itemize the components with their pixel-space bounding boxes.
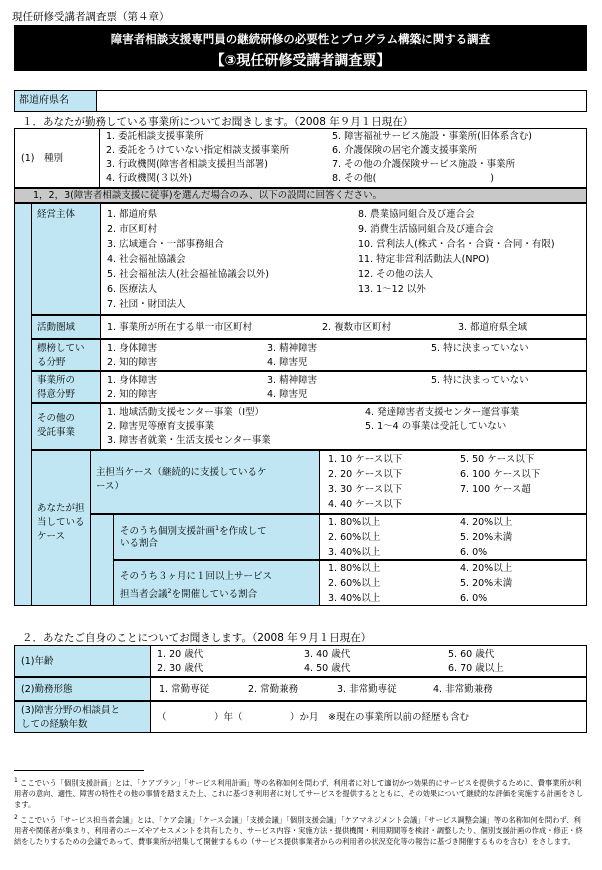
target-label: 標榜してい (37, 343, 85, 354)
option-checkbox[interactable]: 3. 非常勤専従 (337, 684, 397, 695)
area-label-cell (31, 315, 101, 339)
option-checkbox[interactable]: 3. 都道府県全域 (458, 322, 528, 333)
strength-label: 得意分野 (37, 389, 76, 400)
option-checkbox[interactable]: 2. 委託をうけていない指定相談支援事業所 (106, 145, 290, 156)
option-checkbox[interactable]: 3. 40%以上 (328, 593, 381, 604)
option-checkbox[interactable]: 5. 1～4 の事業は受託していない (365, 421, 507, 432)
type-label-cell (14, 128, 100, 188)
meeting-question: そのうち３ヶ月に１回以上サービス (120, 571, 273, 582)
option-checkbox[interactable]: 4. 社会福祉協議会 (107, 254, 186, 265)
option-checkbox[interactable]: 8. 農業協同組合及び連合会 (358, 209, 475, 220)
option-checkbox[interactable]: 4. 20%以上 (460, 563, 513, 574)
prefecture-row (14, 90, 587, 112)
age-label-cell (14, 645, 151, 677)
experience-label-cell (14, 701, 151, 733)
option-checkbox[interactable]: 1. 地域活動支援センター事業（Ⅰ型） (107, 407, 265, 418)
option-checkbox[interactable]: 2. 知的障害 (107, 357, 158, 368)
experience-input-cell[interactable] (150, 701, 587, 733)
option-checkbox[interactable]: 1. 都道府県 (107, 209, 158, 220)
option-checkbox[interactable]: 3. 40%以上 (328, 547, 381, 558)
prefecture-input[interactable] (99, 91, 585, 111)
plan-question: そのうち個別支援計画$^1$を作成して (120, 524, 267, 538)
option-checkbox[interactable]: 7. その他の介護保険サービス施設・事業所 (332, 159, 516, 170)
footnote-1: $^1$ ここでいう「個別支援計画」とは、「ケアプラン」「サービス利用計画」等の名称如何を問わず、利用者に対して適切かつ効果的にサービスを提供するために、費事業所が利用者の意向、適性、障害の特性その他の事情を踏まえた上、これに基づき利用者に対してサービスを提供するとともに、その効果について継続的な評価を実施する計画をさします。 (14, 777, 584, 810)
option-checkbox[interactable]: 6. 100 ケース以下 (460, 469, 541, 480)
option-checkbox[interactable]: 1. 事業所が所在する単一市区町村 (107, 322, 253, 333)
main-case-question-cell (90, 450, 320, 514)
option-checkbox[interactable]: 5. 20%未満 (460, 578, 513, 589)
option-checkbox[interactable]: 2. 常勤兼務 (248, 684, 299, 695)
meeting-question-cell (113, 560, 320, 606)
survey-title: 障害者相談支援専門員の継続研修の必要性とプログラム構築に関する調査 (110, 32, 491, 46)
plan-question-cell (113, 514, 320, 560)
meeting-question: 担当者会議$^2$を開催している割合 (120, 587, 258, 601)
cases-indent-stripe (90, 514, 114, 606)
other-label: 受託事業 (37, 427, 76, 438)
option-checkbox[interactable]: 6. 介護保険の居宅介護支援事業所 (332, 145, 478, 156)
target-options-cell (100, 339, 587, 371)
cases-label: 当している (37, 517, 85, 528)
cases-label-cell (31, 450, 91, 606)
cases-label: あなたが担 (37, 503, 85, 514)
option-checkbox[interactable]: 5. 50 ケース以下 (460, 454, 535, 465)
option-checkbox[interactable]: 5. 60 歳代 (448, 649, 495, 660)
other-options-cell (100, 403, 587, 450)
option-checkbox[interactable]: 4. 50 歳代 (304, 663, 351, 674)
option-checkbox[interactable]: 1. 委託相談支援事業所 (106, 131, 204, 142)
strength-label: 事業所の (37, 375, 76, 386)
option-checkbox[interactable]: 11. 特定非営利活動法人(NPO) (358, 254, 490, 265)
option-checkbox[interactable]: 4. 非常勤兼務 (433, 684, 493, 695)
footnote-rule (14, 770, 144, 771)
option-checkbox[interactable]: 1. 身体障害 (107, 375, 158, 386)
employment-label-cell (14, 677, 151, 701)
option-checkbox[interactable]: 3. 広域連合・一部事務組合 (107, 239, 224, 250)
option-checkbox[interactable]: 2. 20 ケース以下 (328, 469, 403, 480)
management-options-cell (100, 203, 587, 315)
option-checkbox[interactable]: 8. その他( ) (332, 173, 494, 184)
option-checkbox[interactable]: 1. 常勤専従 (159, 684, 210, 695)
option-checkbox[interactable]: 10. 営利法人(株式・合名・合資・合同・有限) (358, 239, 555, 250)
option-checkbox[interactable]: 4. 障害児 (267, 357, 308, 368)
option-checkbox[interactable]: 6. 医療法人 (107, 284, 158, 295)
option-checkbox[interactable]: 6. 0% (460, 593, 488, 604)
title-banner (14, 25, 587, 71)
option-checkbox[interactable]: 1. 10 ケース以下 (328, 454, 403, 465)
management-label-cell (31, 203, 101, 315)
option-checkbox[interactable]: 2. 知的障害 (107, 389, 158, 400)
age-options-cell (150, 645, 587, 677)
option-checkbox[interactable]: 13. 1～12 以外 (358, 284, 426, 295)
option-checkbox[interactable]: 3. 障害者就業・生活支援センター事業 (107, 435, 271, 446)
experience-label: しての経験年数 (21, 719, 88, 730)
option-checkbox[interactable]: 1. 20 歳代 (157, 649, 204, 660)
target-label-cell (31, 339, 101, 371)
option-checkbox[interactable]: 2. 60%以上 (328, 532, 381, 543)
instruction-text: 1，2，3(障害者相談支援に従事)を選んだ場合のみ、以下の設問に回答ください。 (33, 190, 383, 201)
strength-label-cell (31, 371, 101, 403)
option-checkbox[interactable]: 3. 30 ケース以下 (328, 484, 403, 495)
form-header-label: 現任研修受講者調査票（第４章） (12, 11, 170, 23)
experience-label: (3)障害分野の相談員と (21, 705, 120, 716)
meeting-options-cell (319, 560, 587, 606)
type-label: (1) 種別 (21, 153, 63, 164)
option-checkbox[interactable]: 6. 70 歳以上 (448, 663, 504, 674)
option-checkbox[interactable]: 3. 精神障害 (267, 343, 318, 354)
option-checkbox[interactable]: 1. 80%以上 (328, 517, 381, 528)
option-checkbox[interactable]: 12. その他の法人 (358, 269, 434, 280)
section1-heading: １．あなたが勤務している事業所についてお聞きします。（2008 年９月１日現在） (22, 116, 414, 128)
option-checkbox[interactable]: 4. 40 ケース以下 (328, 499, 403, 510)
option-checkbox[interactable]: 4. 障害児 (267, 389, 308, 400)
other-label-cell (31, 403, 101, 450)
main-case-question: ース） (96, 481, 125, 492)
management-label: 経営主体 (37, 209, 76, 220)
option-checkbox[interactable]: 2. 30 歳代 (157, 663, 204, 674)
option-checkbox[interactable]: 5. 20%未満 (460, 532, 513, 543)
section2-heading: ２．あなたご自身のことについてお聞きします。（2008 年９月１日現在） (22, 632, 372, 644)
option-checkbox[interactable]: 4. 20%以上 (460, 517, 513, 528)
survey-subtitle: 【③現任研修受講者調査票】 (210, 53, 391, 69)
employment-options-cell (150, 677, 587, 701)
option-checkbox[interactable]: 5. 特に決まっていない (431, 343, 529, 354)
experience-input[interactable]: （ ）年（ ）か月 ※現在の事業所以前の経歴も含む (157, 712, 469, 723)
strength-options-cell (100, 371, 587, 403)
option-checkbox[interactable]: 5. 障害福祉サービス施設・事業所(旧体系含む) (332, 131, 532, 142)
option-checkbox[interactable]: 2. 市区町村 (107, 224, 158, 235)
option-checkbox[interactable]: 2. 障害児等療育支援事業 (107, 421, 215, 432)
age-label: (1)年齢 (21, 656, 54, 667)
other-label: その他の (37, 413, 76, 424)
main-case-question: 主担当ケース（継続的に支援しているケ (96, 467, 267, 478)
option-checkbox[interactable]: 4. 発達障害者支援センター運営事業 (365, 407, 520, 418)
option-checkbox[interactable]: 3. 行政機関(障害者相談支援担当部署) (106, 159, 268, 170)
option-checkbox[interactable]: 2. 60%以上 (328, 578, 381, 589)
area-options-cell (100, 315, 587, 339)
option-checkbox[interactable]: 4. 行政機関(３以外) (106, 173, 192, 184)
employment-label: (2)勤務形態 (21, 684, 73, 695)
prefecture-label: 都道府県名 (15, 91, 97, 111)
option-checkbox[interactable]: 1. 身体障害 (107, 343, 158, 354)
option-checkbox[interactable]: 5. 社会福祉法人(社会福祉協議会以外) (107, 269, 269, 280)
option-checkbox[interactable]: 6. 0% (460, 547, 488, 558)
subquestion-stripe (14, 203, 32, 606)
option-checkbox[interactable]: 7. 100 ケース超 (460, 484, 531, 495)
option-checkbox[interactable]: 5. 特に決まっていない (431, 375, 529, 386)
option-checkbox[interactable]: 1. 80%以上 (328, 563, 381, 574)
option-checkbox[interactable]: 2. 複数市区町村 (322, 322, 392, 333)
plan-options-cell (319, 514, 587, 560)
option-checkbox[interactable]: 3. 40 歳代 (304, 649, 351, 660)
cases-label: ケース (37, 531, 66, 542)
area-label: 活動圏域 (37, 322, 76, 333)
target-label: る分野 (37, 357, 66, 368)
option-checkbox[interactable]: 7. 社団・財団法人 (107, 299, 186, 310)
option-checkbox[interactable]: 9. 消費生活協同組合及び連合会 (358, 224, 494, 235)
type-options-cell (99, 128, 587, 188)
plan-question: いる割合 (120, 538, 159, 549)
main-case-options-cell (319, 450, 587, 514)
option-checkbox[interactable]: 3. 精神障害 (267, 375, 318, 386)
footnote-2: $^2$ ここでいう「サービス担当者会議」とは、「ケア会議」「ケース会議」「支援会議」「個別支援会議」「ケアマネジメント会議」「サービス調整会議」等の名称如何を問わず、利用者や関係者が集まり、利用者のニーズやアセスメントを共有したり、サービス内容・実施方法・提供機関・利用期間等を検討・調整したり、個別支援計画の作成・修正・終結をしたりするための会議であって、費事業所が招集して開催するもの（サービス提供事業者からの利用者の状況変化等の報告に基づき開催するものを含む）をさします。 (14, 814, 583, 847)
instruction-bar (14, 188, 587, 203)
